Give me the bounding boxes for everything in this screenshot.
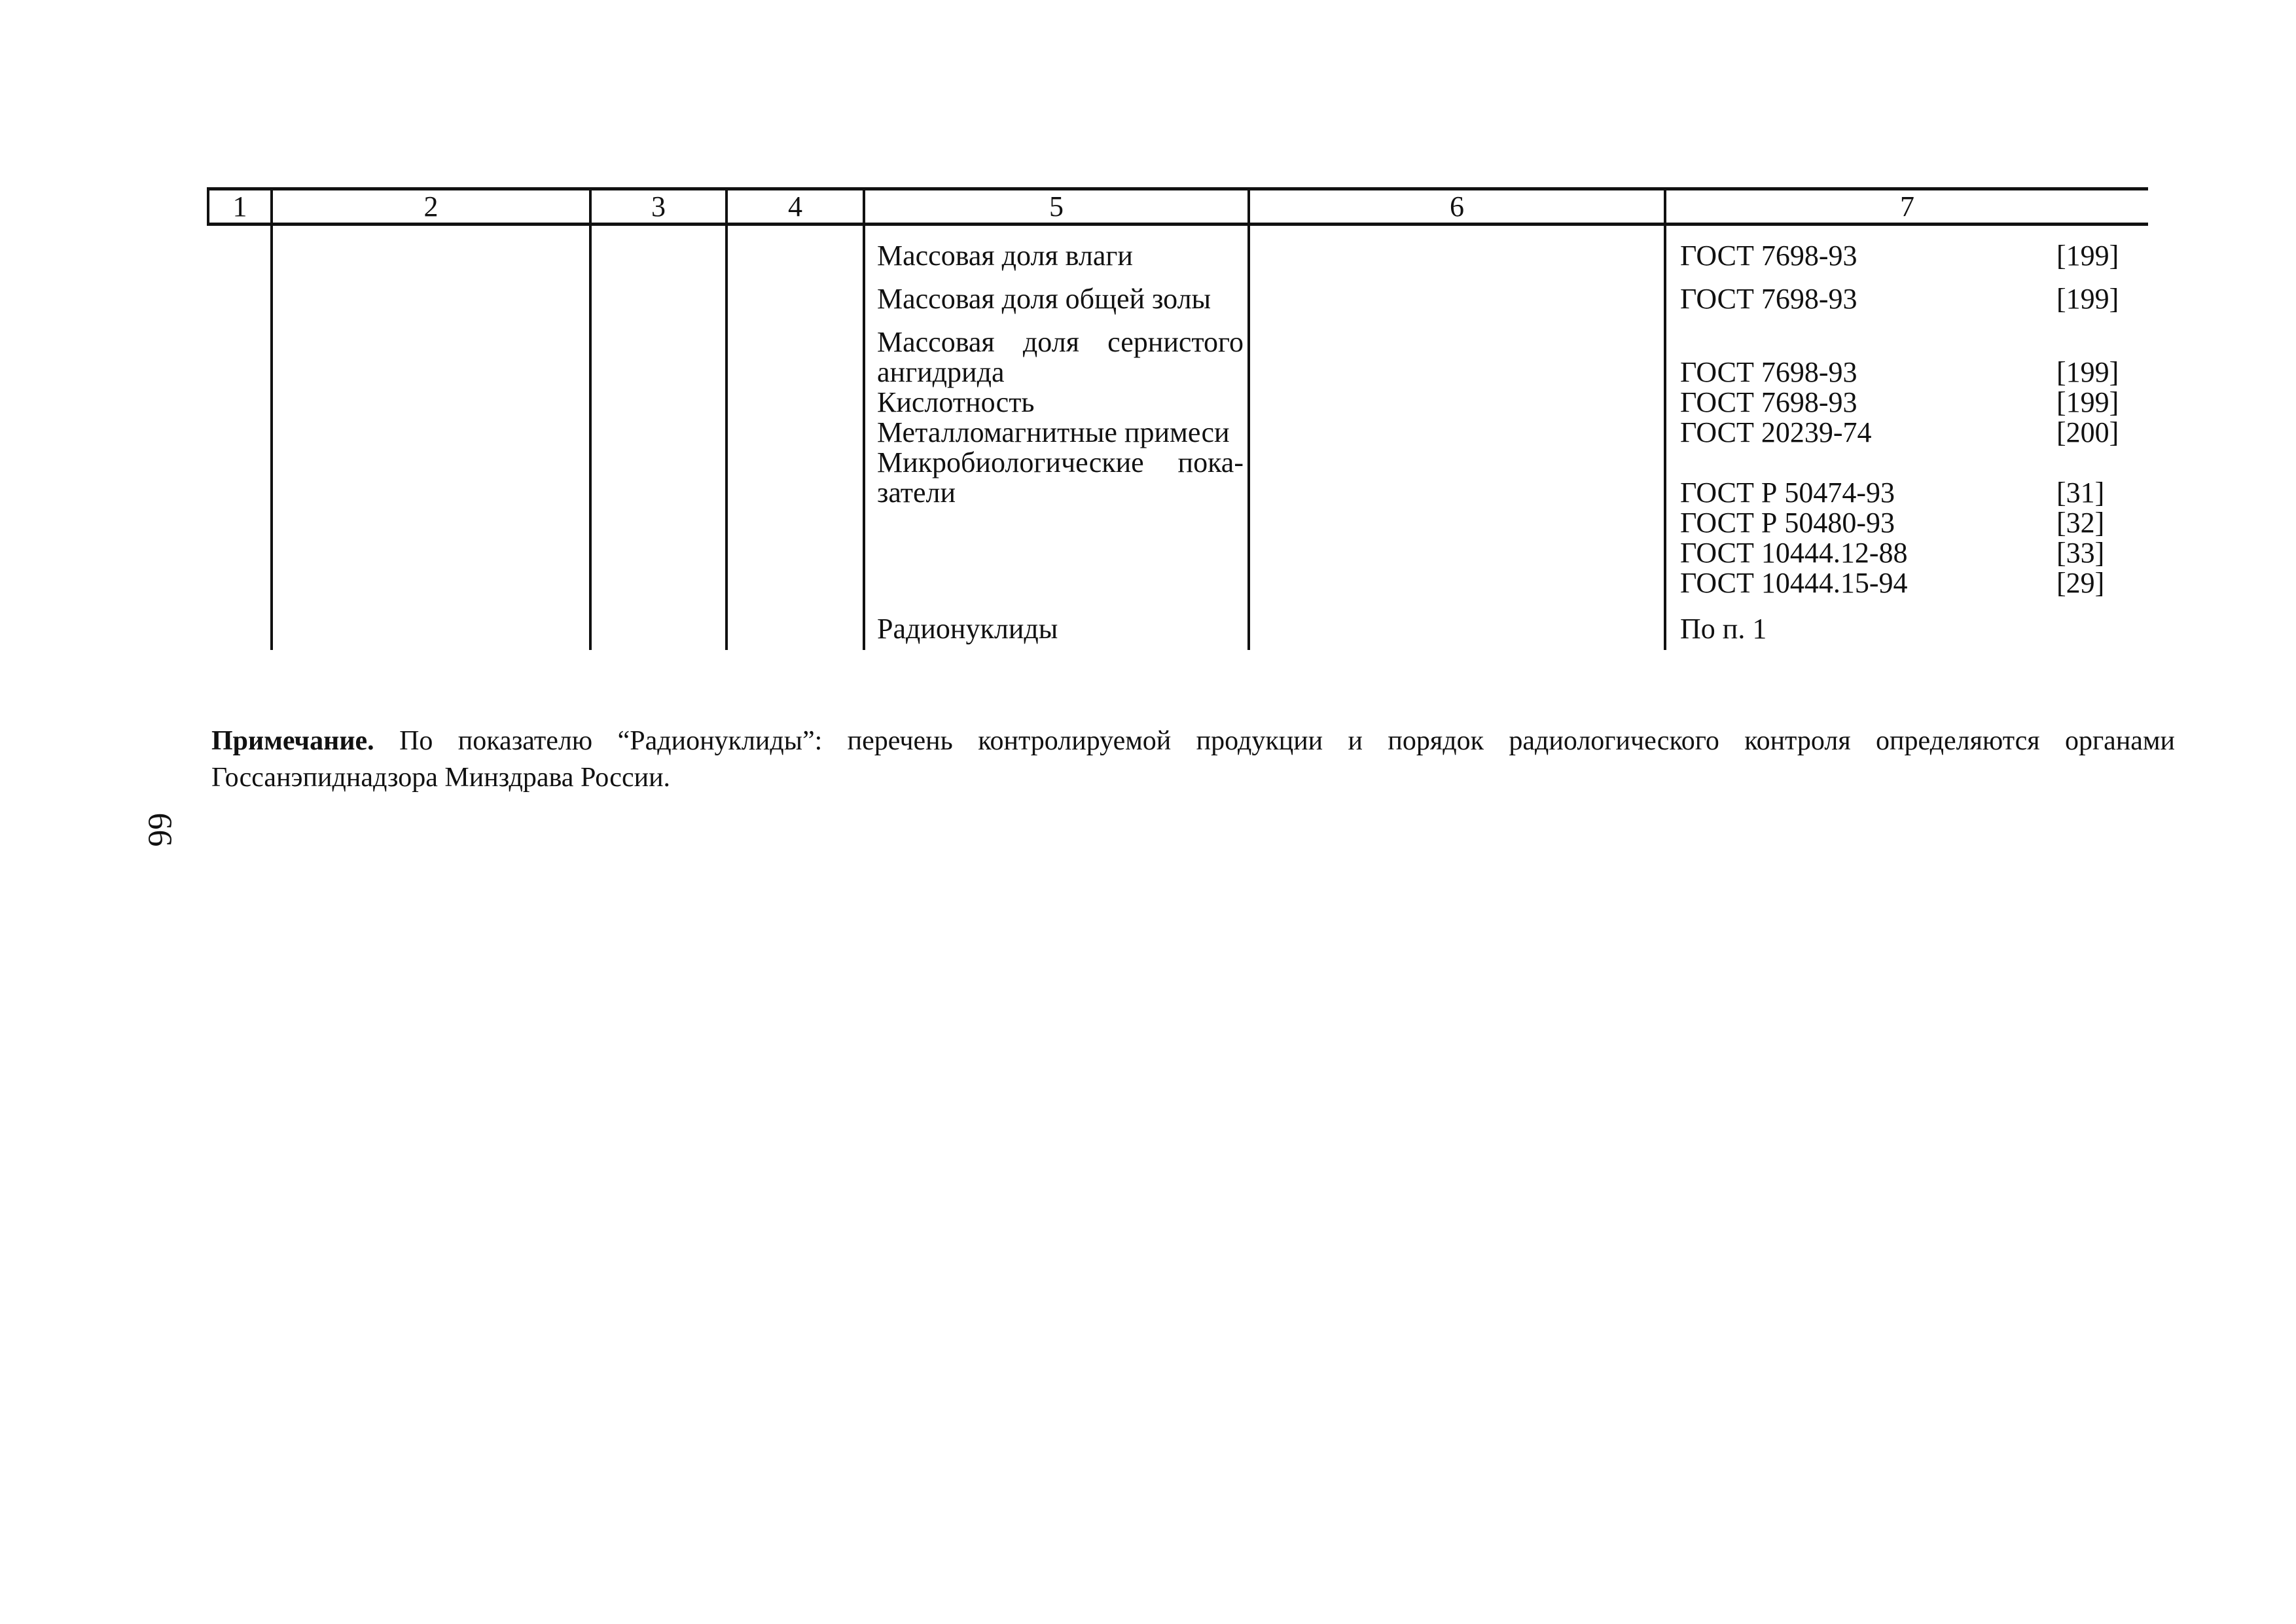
column-divider-3-4 [725,189,728,650]
ref-microbiological-2: [32] [2056,507,2105,539]
ref-microbiological-4: [29] [2056,567,2105,599]
table-header-bottom-border [207,223,2148,226]
indicator-microbiological [877,448,1244,508]
column-header-4: 4 [788,190,802,223]
indicator-sulfur-dioxide-line1: Массовая доля сернистого [877,326,1244,358]
ref-moisture: [199] [2056,240,2119,272]
ref-microbiological-3: [33] [2056,537,2105,569]
indicator-microbiological-line1: Микробиологические пока- [877,446,1244,478]
column-header-2: 2 [423,190,439,223]
method-moisture: ГОСТ 7698-93 [1680,240,1857,272]
column-header-3: 3 [651,190,666,223]
note-text: По показателю “Радионуклиды”: перечень контролируемой продукции и порядок радиологического контроля определяются органами Госсанэпиднадзора Минздрава России. [211,726,2175,793]
indicator-sulfur-dioxide [877,327,1244,388]
indicator-acidity: Кислотность [877,386,1035,418]
method-microbiological-3: ГОСТ 10444.12-88 [1680,537,1908,569]
indicator-radionuclides: Радионуклиды [877,613,1058,645]
column-header-7: 7 [1900,190,1914,223]
method-sulfur-dioxide: ГОСТ 7698-93 [1680,356,1857,388]
ref-microbiological-1: [31] [2056,477,2105,509]
indicator-microbiological-line2: затели [877,477,956,509]
method-microbiological-1: ГОСТ Р 50474-93 [1680,477,1895,509]
method-microbiological-4: ГОСТ 10444.15-94 [1680,567,1908,599]
ref-acidity: [199] [2056,386,2119,418]
method-radionuclides: По п. 1 [1680,613,1767,645]
method-microbiological-2: ГОСТ Р 50480-93 [1680,507,1895,539]
ref-metallomagnetic: [200] [2056,416,2119,448]
note-label: Примечание. [211,726,374,756]
column-header-5: 5 [1049,190,1064,223]
indicator-ash: Массовая доля общей золы [877,283,1211,315]
table-top-border [207,187,2148,190]
ref-ash: [199] [2056,283,2119,315]
column-header-6: 6 [1450,190,1464,223]
column-divider-1-2 [270,189,273,650]
column-divider-5-6 [1247,189,1250,650]
column-divider-2-3 [589,189,592,650]
method-ash: ГОСТ 7698-93 [1680,283,1857,315]
column-divider-4-5 [863,189,865,650]
page-number: 66 [141,812,179,847]
ref-sulfur-dioxide: [199] [2056,356,2119,388]
indicator-metallomagnetic: Металломагнитные примеси [877,416,1230,448]
indicator-moisture: Массовая доля влаги [877,240,1133,272]
method-metallomagnetic: ГОСТ 20239-74 [1680,416,1872,448]
table-note [211,723,2175,796]
indicator-sulfur-dioxide-line2: ангидрида [877,356,1005,388]
column-header-1: 1 [232,190,247,223]
method-acidity: ГОСТ 7698-93 [1680,386,1857,418]
column-divider-6-7 [1664,189,1666,650]
